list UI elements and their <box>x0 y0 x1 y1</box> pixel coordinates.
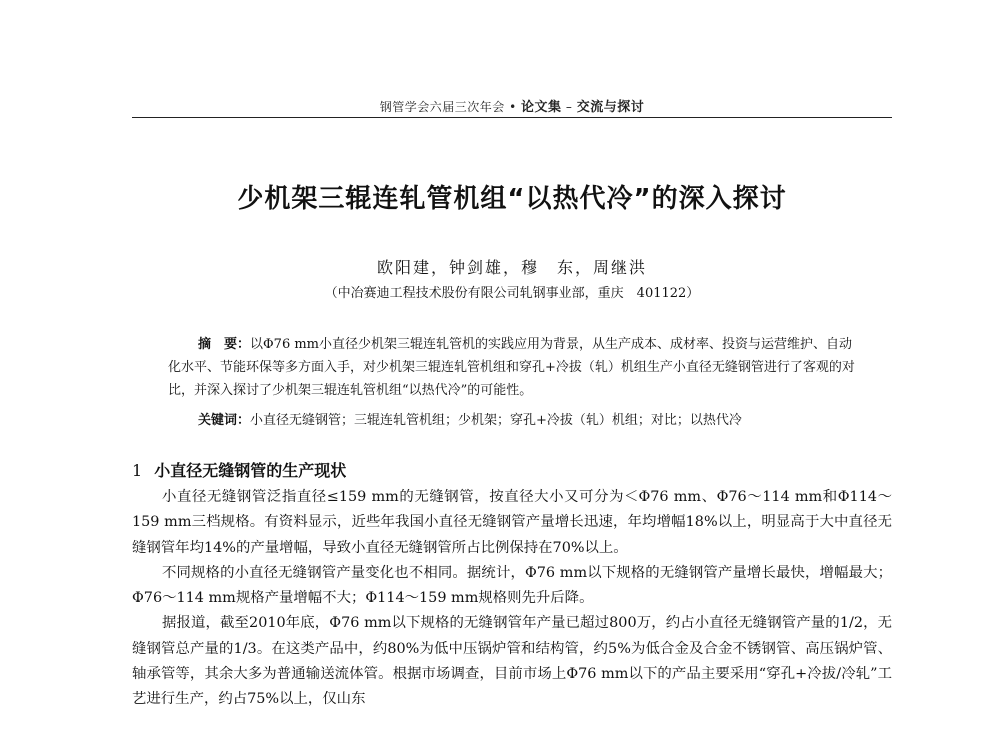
header-section: 交流与探讨 <box>576 100 645 115</box>
header-series: 钢管学会六届三次年会 <box>379 100 505 114</box>
header-collection: 论文集 <box>521 100 562 115</box>
paragraph: 小直径无缝钢管泛指直径≤159 mm的无缝钢管，按直径大小又可分为＜Φ76 mm、Φ76～114 mm和Φ114～159 mm三档规格。有资料显示，近些年我国小直径无缝钢管产量增长迅速，年均增幅18%以上，明显高于大中直径无缝钢管年均14%的产量增幅，导致小直径无缝钢管所占比例保持在70%以上。 <box>132 489 892 556</box>
section-number: 1 <box>132 461 143 480</box>
keywords <box>198 409 868 432</box>
author-list: 欧阳建，钟剑雄，穆 东，周继洪 <box>376 258 647 277</box>
keywords-label: 关键词： <box>198 413 251 428</box>
author-affiliation: （中冶赛迪工程技术股份有限公司轧钢事业部，重庆 401122） <box>324 286 700 301</box>
paragraph: 据报道，截至2010年底，Φ76 mm以下规格的无缝钢管年产量已超过800万，约占小直径无缝钢管产量的1/2，无缝钢管总产量的1/3。在这类产品中，约80%为低中压锅炉管和结构管，约5%为低合金及合金不锈钢管、高压锅炉管、轴承管等，其余大多为普通输送流体管。根据市场调查，目前市场上Φ76 mm以下的产品主要采用“穿孔+冷拔/冷轧”工艺进行生产，约占75%以上，仅山东 <box>132 615 892 708</box>
paragraph: 不同规格的小直径无缝钢管产量变化也不相同。据统计，Φ76 mm以下规格的无缝钢管产量增长最快，增幅最大；Φ76～114 mm规格产量增幅不大；Φ114～159 mm规格则先升后降。 <box>132 564 892 607</box>
header-dash: – <box>565 100 573 114</box>
abstract-text: 以Φ76 mm小直径少机架三辊连轧管机的实践应用为背景，从生产成本、成材率、投资与运营维护、自动化水平、节能环保等多方面入手，对少机架三辊连轧管机组和穿孔+冷拔（轧）机组生产小直径无缝钢管进行了客观的对比，并深入探讨了少机架三辊连轧管机组“以热代冷”的可能性。 <box>168 337 855 398</box>
abstract <box>168 333 858 402</box>
header-rule <box>132 117 892 118</box>
header-bullet: • <box>509 100 517 114</box>
abstract-label: 摘 要： <box>198 337 251 352</box>
keywords-text: 小直径无缝钢管；三辊连轧管机组；少机架；穿孔+冷拔（轧）机组；对比；以热代冷 <box>250 413 742 428</box>
section-title: 小直径无缝钢管的生产现状 <box>154 461 347 480</box>
body-text <box>132 485 892 713</box>
paper-title: 少机架三辊连轧管机组“以热代冷”的深入探讨 <box>237 184 787 214</box>
section-heading <box>132 458 346 481</box>
running-header <box>132 96 892 116</box>
